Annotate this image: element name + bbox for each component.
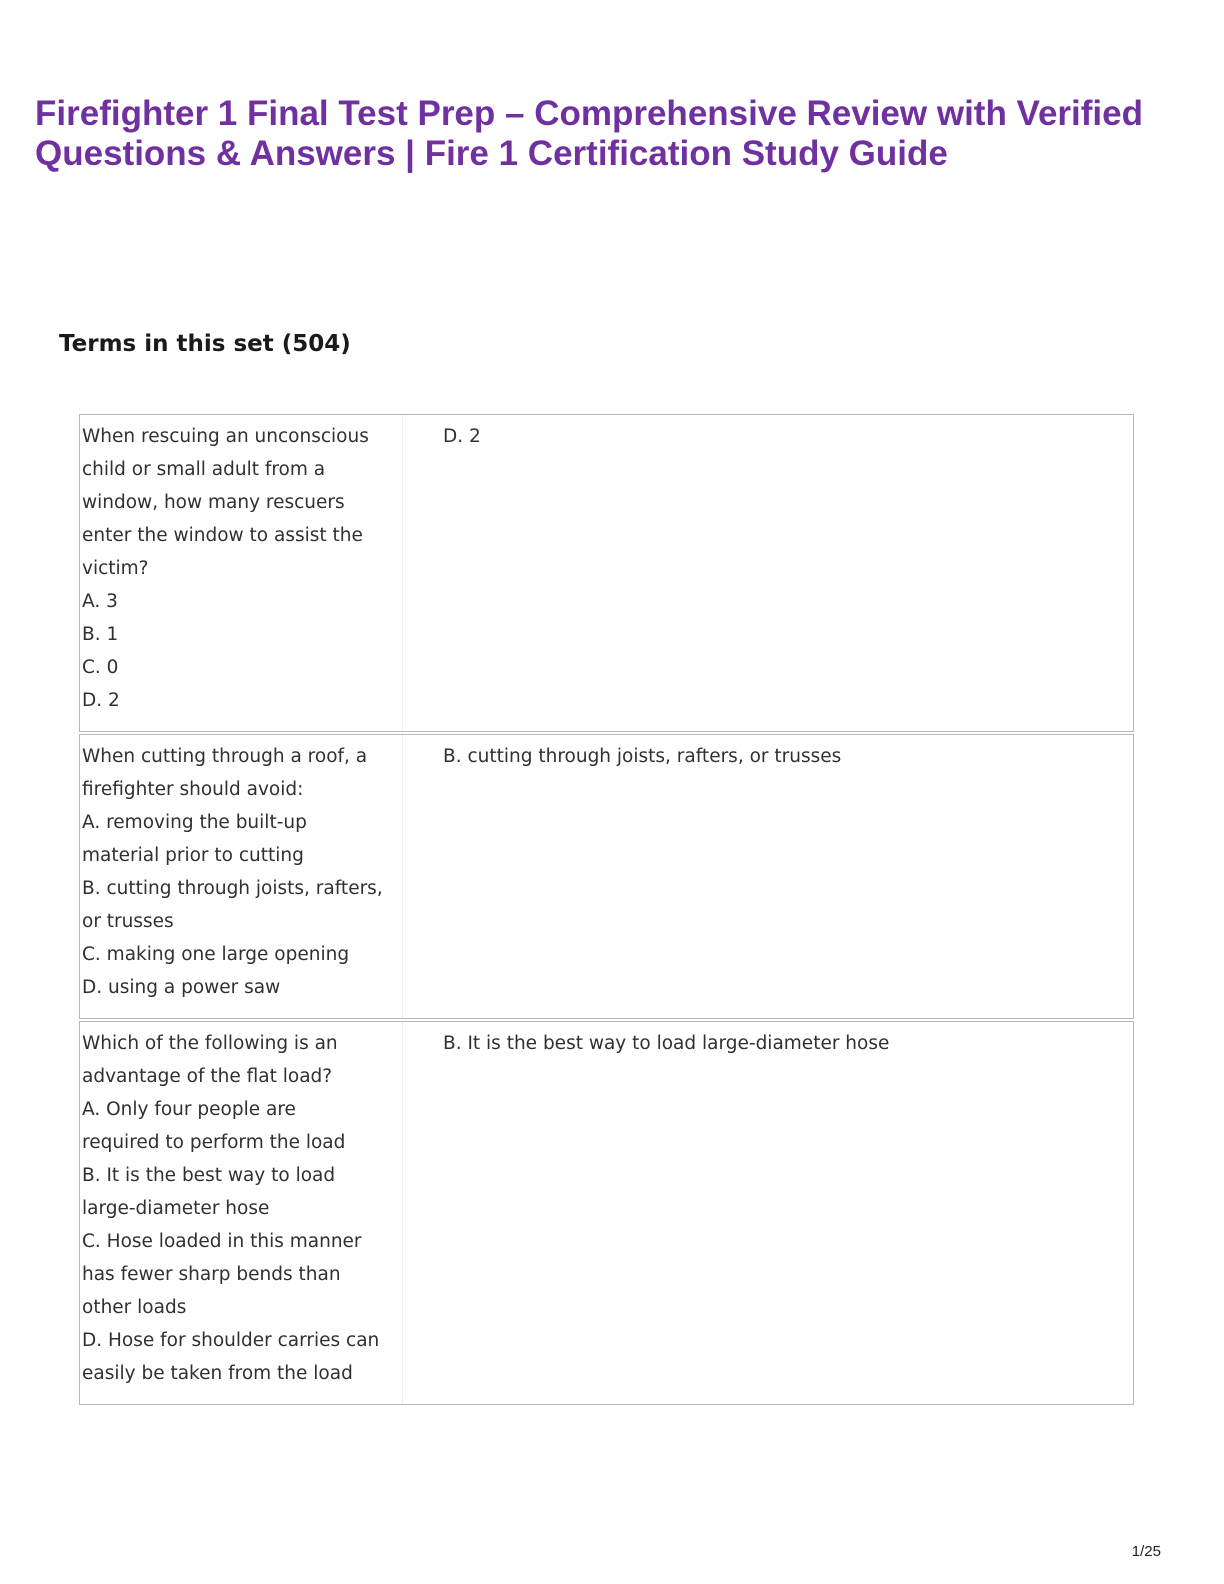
answer-text: D. 2 bbox=[443, 426, 481, 447]
question-option: D. Hose for shoulder carries can bbox=[82, 1330, 380, 1351]
page-number: 1/25 bbox=[1131, 1543, 1161, 1560]
term-question bbox=[80, 1022, 403, 1404]
question-line: firefighter should avoid: bbox=[82, 779, 304, 800]
term-answer bbox=[403, 1022, 1133, 1404]
question-option: C. making one large opening bbox=[82, 944, 350, 965]
question-option: A. Only four people are bbox=[82, 1099, 296, 1120]
question-option: A. 3 bbox=[82, 591, 118, 612]
question-line: window, how many rescuers bbox=[82, 492, 345, 513]
question-line: advantage of the flat load? bbox=[82, 1066, 333, 1087]
document-title-line-1: Firefighter 1 Final Test Prep – Comprehensive Review with Verified bbox=[35, 94, 1144, 133]
question-option: other loads bbox=[82, 1297, 187, 1318]
document-title-line-2: Questions & Answers | Fire 1 Certification Study Guide bbox=[35, 134, 948, 173]
question-line: When rescuing an unconscious bbox=[82, 426, 369, 447]
term-answer bbox=[403, 735, 1133, 1018]
question-line: child or small adult from a bbox=[82, 459, 326, 480]
question-option: D. using a power saw bbox=[82, 977, 281, 998]
question-line: enter the window to assist the bbox=[82, 525, 363, 546]
question-option: material prior to cutting bbox=[82, 845, 304, 866]
question-option: has fewer sharp bends than bbox=[82, 1264, 341, 1285]
question-line: victim? bbox=[82, 558, 149, 579]
term-question bbox=[80, 415, 403, 731]
question-option: B. 1 bbox=[82, 624, 119, 645]
term-answer bbox=[403, 415, 1133, 731]
question-option: required to perform the load bbox=[82, 1132, 346, 1153]
term-question bbox=[80, 735, 403, 1018]
terms-set-heading: Terms in this set (504) bbox=[59, 331, 351, 357]
question-option: A. removing the built-up bbox=[82, 812, 307, 833]
question-option: large-diameter hose bbox=[82, 1198, 270, 1219]
question-option: C. 0 bbox=[82, 657, 119, 678]
question-option: C. Hose loaded in this manner bbox=[82, 1231, 362, 1252]
question-line: Which of the following is an bbox=[82, 1033, 338, 1054]
term-card bbox=[79, 734, 1134, 1019]
question-option: easily be taken from the load bbox=[82, 1363, 353, 1384]
document-title bbox=[35, 94, 1195, 174]
answer-text: B. It is the best way to load large-diameter hose bbox=[443, 1033, 890, 1054]
terms-list bbox=[79, 414, 1134, 1405]
answer-text: B. cutting through joists, rafters, or trusses bbox=[443, 746, 842, 767]
term-card bbox=[79, 414, 1134, 732]
question-option: B. It is the best way to load bbox=[82, 1165, 336, 1186]
term-card bbox=[79, 1021, 1134, 1405]
question-option: D. 2 bbox=[82, 690, 120, 711]
question-option: or trusses bbox=[82, 911, 174, 932]
question-line: When cutting through a roof, a bbox=[82, 746, 368, 767]
question-option: B. cutting through joists, rafters, bbox=[82, 878, 383, 899]
